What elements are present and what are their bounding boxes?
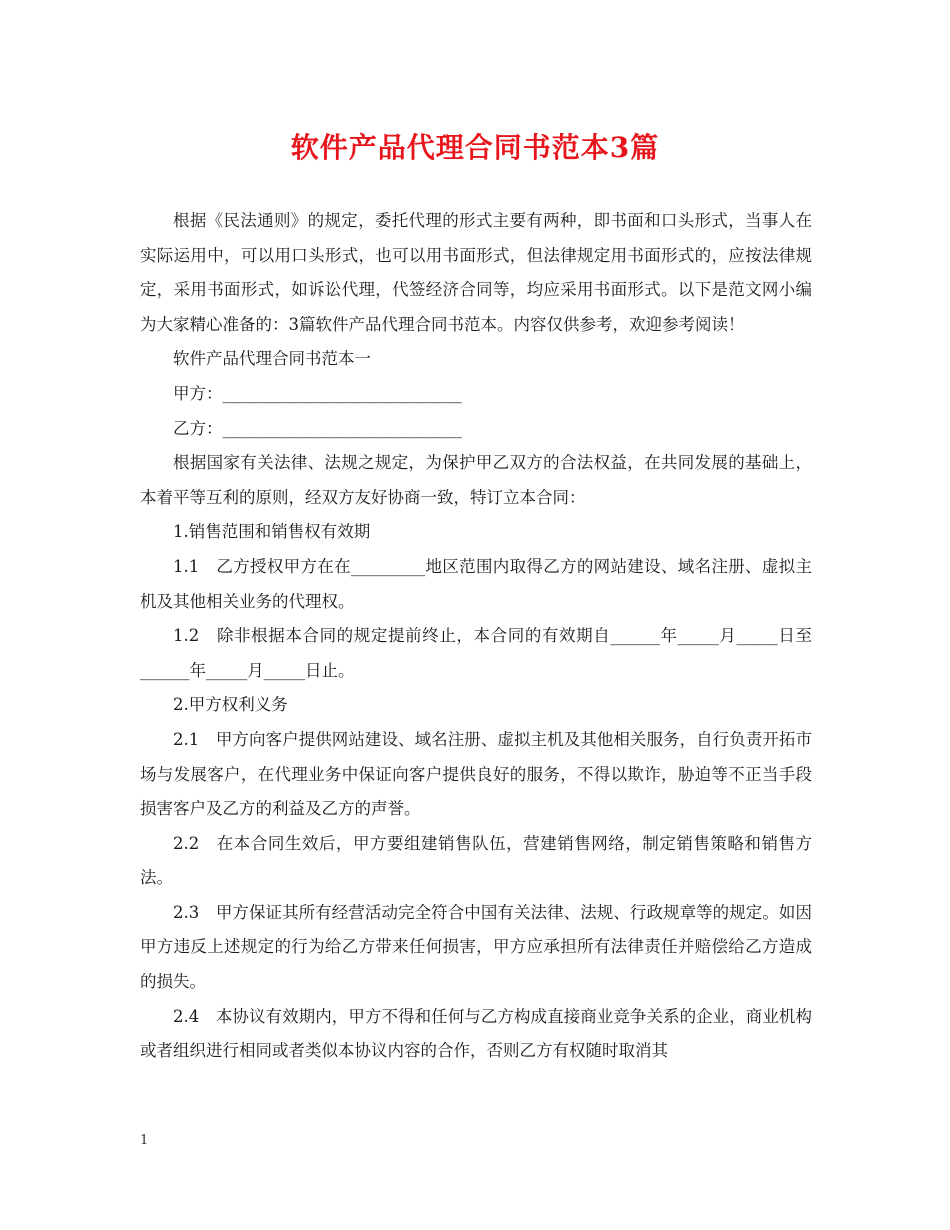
intro-paragraph: 根据《民法通则》的规定，委托代理的形式主要有两种，即书面和口头形式，当事人在实际运用中，可以用口头形式，也可以用书面形式，但法律规定用书面形式的，应按法律规定，采用书面形式，如诉讼代理，代签经济合同等，均应采用书面形式。以下是范文网小编为大家精心准备的：3篇软件产品代理合同书范本。内容仅供参考，欢迎参考阅读！ xyxy=(140,211,812,334)
page-number: 1 xyxy=(140,1133,149,1148)
clause-2-3: 2.3 甲方保证其所有经营活动完全符合中国有关法律、法规、行政规章等的规定。如因甲方违反上述规定的行为给乙方带来任何损害，甲方应承担所有法律责任并赔偿给乙方造成的损失。 xyxy=(140,902,812,992)
clause-1-1: 1.1 乙方授权甲方在在_________地区范围内取得乙方的网站建设、域名注册、虚拟主机及其他相关业务的代理权。 xyxy=(140,556,812,611)
document-title: 软件产品代理合同书范本3篇 xyxy=(290,131,660,164)
section-heading-sample-one: 软件产品代理合同书范本一 xyxy=(173,349,371,369)
clause-heading-2: 2.甲方权利义务 xyxy=(173,695,288,715)
clause-1-2: 1.2 除非根据本合同的规定提前终止，本合同的有效期自______年_____月_____日至______年_____月_____日止。 xyxy=(140,626,812,680)
clause-2-2: 2.2 在本合同生效后，甲方要组建销售队伍，营建销售网络，制定销售策略和销售方法。 xyxy=(140,833,812,888)
party-a-line: 甲方：_____________________________ xyxy=(173,383,462,403)
clause-heading-1: 1.销售范围和销售权有效期 xyxy=(173,522,371,542)
clause-2-1: 2.1 甲方向客户提供网站建设、域名注册、虚拟主机及其他相关服务，自行负责开拓市场与发展客户，在代理业务中保证向客户提供良好的服务，不得以欺诈，胁迫等不正当手段损害客户及乙方的利益及乙方的声誉。 xyxy=(140,729,812,819)
party-b-line: 乙方：_____________________________ xyxy=(173,418,462,438)
document-body xyxy=(140,204,812,1069)
clause-2-4: 2.4 本协议有效期内，甲方不得和任何与乙方构成直接商业竞争关系的企业，商业机构或者组织进行相同或者类似本协议内容的合作，否则乙方有权随时取消其 xyxy=(140,1006,812,1061)
preamble-paragraph: 根据国家有关法律、法规之规定，为保护甲乙双方的合法权益，在共同发展的基础上，本着平等互利的原则，经双方友好协商一致，特订立本合同： xyxy=(140,453,812,507)
